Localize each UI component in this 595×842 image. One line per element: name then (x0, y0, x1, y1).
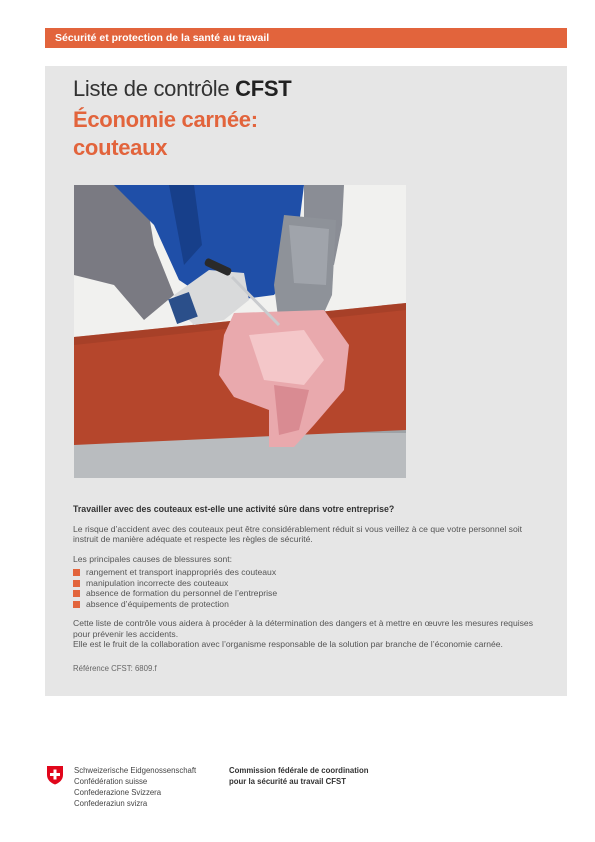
butcher-knife-illustration (74, 185, 406, 478)
lead-question: Travailler avec des couteaux est-elle une activité sûre dans votre entreprise? (73, 504, 395, 514)
intro-paragraph: Le risque d’accident avec des couteaux peut être considérablement réduit si vous veillez à ce que votre personnel soit instruit de manière adéquate et respecte les règles de sécurité. (73, 523, 523, 544)
confed-line: Confédération suisse (74, 777, 148, 786)
commission-line: Commission fédérale de coordination (229, 766, 369, 775)
causes-heading: Les principales causes de blessures sont: (73, 553, 233, 564)
title-prefix: Liste de contrôle (73, 76, 236, 101)
commission-name (229, 765, 369, 787)
subtitle-line-1: Économie carnée: (73, 107, 258, 132)
body-text (73, 504, 543, 674)
header-band-text: Sécurité et protection de la santé au travail (55, 32, 270, 44)
confederation-names (74, 765, 196, 809)
list-item: manipulation incorrecte des couteaux (73, 578, 543, 589)
closing-paragraph-1: Cette liste de contrôle vous aidera à procéder à la détermination des dangers et à mettre en œuvre les mesures requises pour prévenir les accidents. (73, 618, 534, 639)
list-item: rangement et transport inappropriés des couteaux (73, 567, 543, 578)
swiss-coat-of-arms-icon (45, 765, 65, 785)
commission-line: pour la sécurité au travail CFST (229, 777, 346, 786)
bullet-square-icon (73, 590, 80, 597)
causes-list (73, 567, 543, 609)
confed-line: Schweizerische Eidgenossenschaft (74, 766, 197, 775)
document-subtitle (73, 106, 258, 162)
list-item: absence de formation du personnel de l’entreprise (73, 588, 543, 599)
subtitle-line-2: couteaux (73, 135, 168, 160)
confed-line: Confederazione Svizzera (74, 788, 162, 797)
title-cfst: CFST (235, 76, 292, 101)
confed-line: Confederaziun svizra (74, 799, 148, 808)
bullet-square-icon (73, 580, 80, 587)
list-item: absence d’équipements de protection (73, 599, 543, 610)
document-title (73, 76, 291, 102)
bullet-square-icon (73, 601, 80, 608)
reference-number: Référence CFST: 6809.f (73, 663, 157, 673)
cover-photo (74, 185, 406, 478)
header-band (45, 28, 567, 48)
closing-paragraph-2: Elle est le fruit de la collaboration avec l’organisme responsable de la solution par branche de l’économie carnée. (73, 639, 503, 649)
bullet-square-icon (73, 569, 80, 576)
